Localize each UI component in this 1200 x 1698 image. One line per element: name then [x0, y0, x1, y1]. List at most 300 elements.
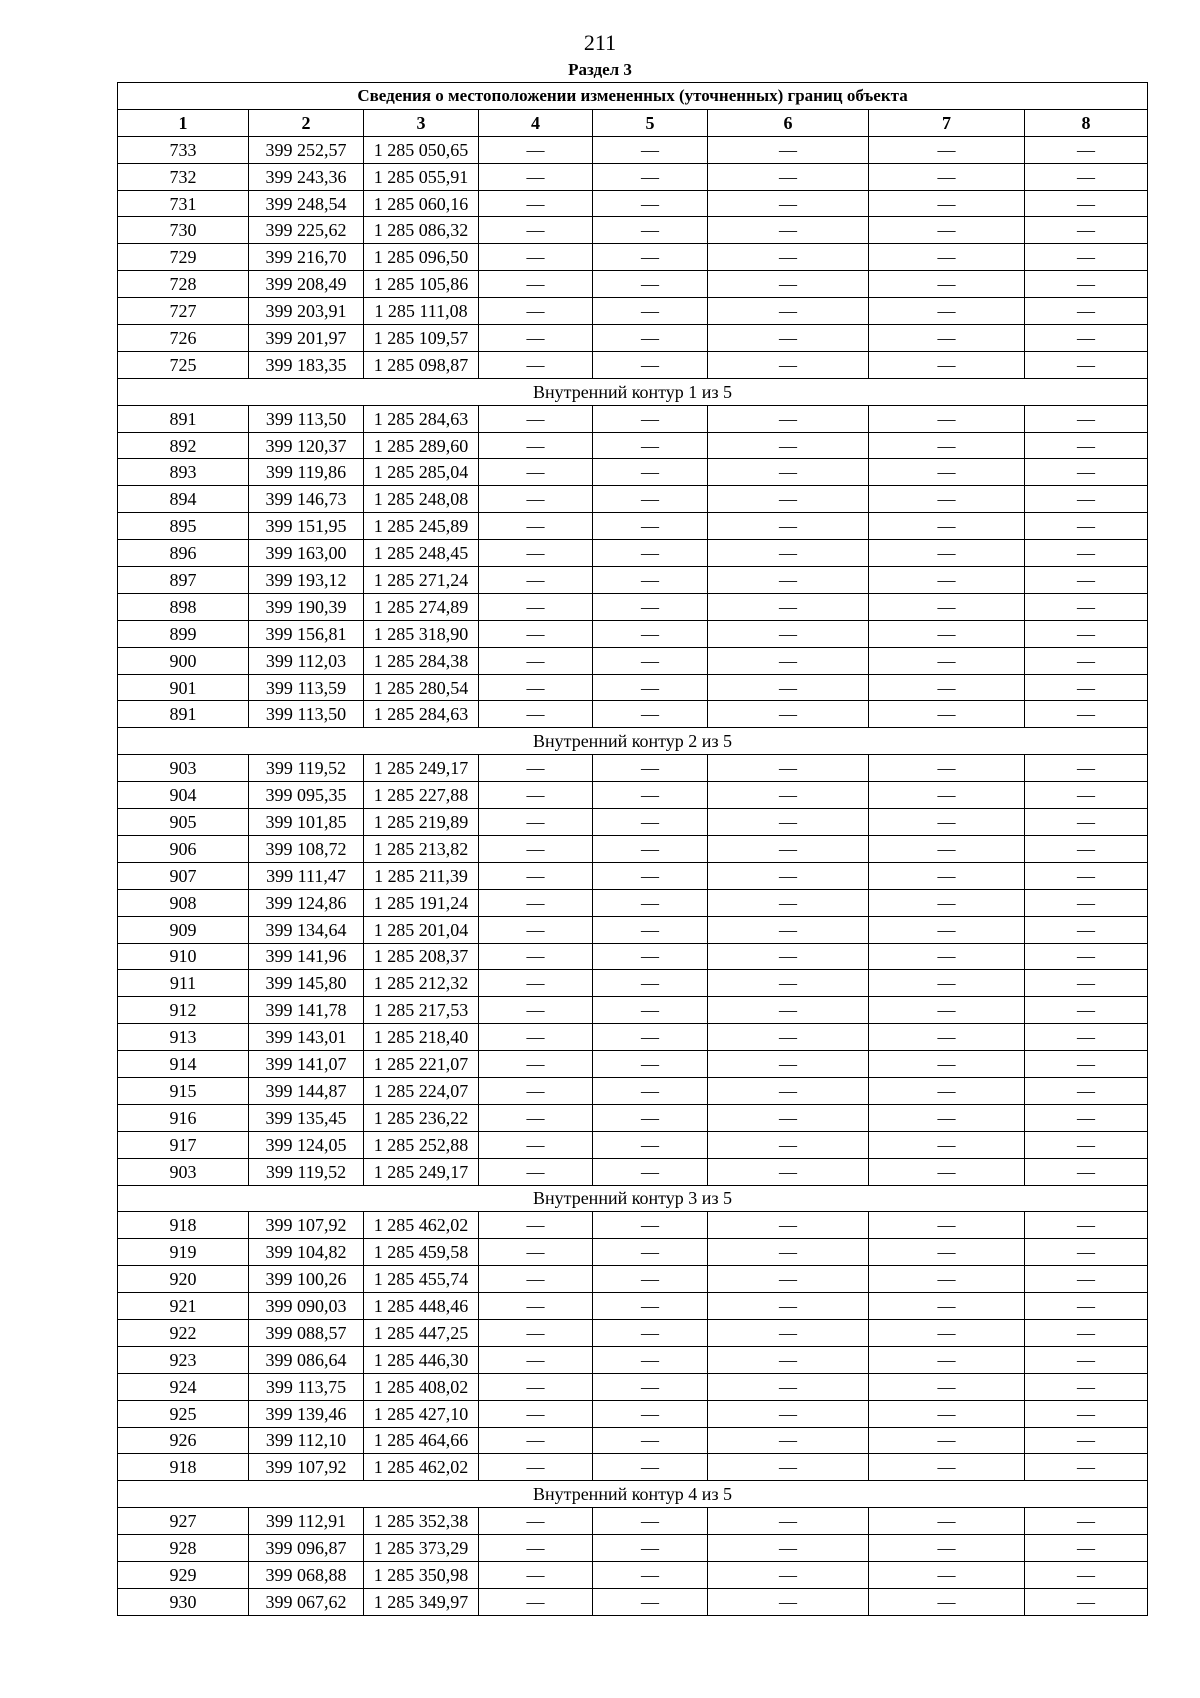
empty-value-cell: —: [869, 1239, 1025, 1266]
table-row: [118, 325, 1148, 352]
y-coordinate-cell: 1 285 249,17: [364, 755, 479, 782]
empty-value-cell: —: [593, 1024, 708, 1051]
point-number-cell: 906: [118, 835, 249, 862]
x-coordinate-cell: 399 193,12: [249, 567, 364, 594]
empty-value-cell: —: [593, 298, 708, 325]
y-coordinate-cell: 1 285 098,87: [364, 351, 479, 378]
y-coordinate-cell: 1 285 373,29: [364, 1535, 479, 1562]
x-coordinate-cell: 399 090,03: [249, 1293, 364, 1320]
x-coordinate-cell: 399 095,35: [249, 782, 364, 809]
empty-value-cell: —: [479, 540, 593, 567]
table-row: [118, 1508, 1148, 1535]
table-row: [118, 136, 1148, 163]
y-coordinate-cell: 1 285 219,89: [364, 809, 479, 836]
empty-value-cell: —: [869, 1588, 1025, 1615]
x-coordinate-cell: 399 190,39: [249, 593, 364, 620]
point-number-cell: 732: [118, 163, 249, 190]
empty-value-cell: —: [593, 513, 708, 540]
x-coordinate-cell: 399 112,91: [249, 1508, 364, 1535]
table-row: [118, 1077, 1148, 1104]
empty-value-cell: —: [869, 1535, 1025, 1562]
empty-value-cell: —: [1025, 1588, 1148, 1615]
table-caption: Сведения о местоположении измененных (уточненных) границ объекта: [118, 83, 1148, 110]
empty-value-cell: —: [708, 325, 869, 352]
table-row: [118, 916, 1148, 943]
table-row: [118, 486, 1148, 513]
y-coordinate-cell: 1 285 318,90: [364, 620, 479, 647]
x-coordinate-cell: 399 119,52: [249, 1158, 364, 1185]
column-header: 5: [593, 109, 708, 136]
empty-value-cell: —: [479, 163, 593, 190]
point-number-cell: 916: [118, 1104, 249, 1131]
empty-value-cell: —: [1025, 1561, 1148, 1588]
empty-value-cell: —: [708, 459, 869, 486]
empty-value-cell: —: [1025, 674, 1148, 701]
y-coordinate-cell: 1 285 249,17: [364, 1158, 479, 1185]
empty-value-cell: —: [1025, 1239, 1148, 1266]
empty-value-cell: —: [479, 217, 593, 244]
x-coordinate-cell: 399 139,46: [249, 1400, 364, 1427]
x-coordinate-cell: 399 201,97: [249, 325, 364, 352]
empty-value-cell: —: [708, 620, 869, 647]
table-row: [118, 432, 1148, 459]
empty-value-cell: —: [708, 1373, 869, 1400]
table-row: [118, 1266, 1148, 1293]
empty-value-cell: —: [869, 809, 1025, 836]
empty-value-cell: —: [479, 593, 593, 620]
table-row: [118, 647, 1148, 674]
empty-value-cell: —: [593, 244, 708, 271]
x-coordinate-cell: 399 119,86: [249, 459, 364, 486]
point-number-cell: 726: [118, 325, 249, 352]
empty-value-cell: —: [593, 540, 708, 567]
y-coordinate-cell: 1 285 213,82: [364, 835, 479, 862]
empty-value-cell: —: [1025, 1427, 1148, 1454]
empty-value-cell: —: [593, 1535, 708, 1562]
empty-value-cell: —: [1025, 1051, 1148, 1078]
empty-value-cell: —: [708, 889, 869, 916]
empty-value-cell: —: [593, 1454, 708, 1481]
empty-value-cell: —: [593, 1077, 708, 1104]
empty-value-cell: —: [869, 190, 1025, 217]
empty-value-cell: —: [869, 1346, 1025, 1373]
x-coordinate-cell: 399 124,05: [249, 1131, 364, 1158]
empty-value-cell: —: [708, 1266, 869, 1293]
empty-value-cell: —: [479, 1373, 593, 1400]
empty-value-cell: —: [593, 1588, 708, 1615]
y-coordinate-cell: 1 285 462,02: [364, 1212, 479, 1239]
empty-value-cell: —: [869, 136, 1025, 163]
empty-value-cell: —: [708, 809, 869, 836]
point-number-cell: 891: [118, 701, 249, 728]
empty-value-cell: —: [479, 1588, 593, 1615]
empty-value-cell: —: [1025, 1508, 1148, 1535]
x-coordinate-cell: 399 107,92: [249, 1454, 364, 1481]
empty-value-cell: —: [1025, 432, 1148, 459]
y-coordinate-cell: 1 285 201,04: [364, 916, 479, 943]
empty-value-cell: —: [1025, 755, 1148, 782]
empty-value-cell: —: [869, 540, 1025, 567]
empty-value-cell: —: [593, 997, 708, 1024]
table-row: [118, 1024, 1148, 1051]
column-header: 2: [249, 109, 364, 136]
empty-value-cell: —: [479, 647, 593, 674]
empty-value-cell: —: [708, 970, 869, 997]
table-row: [118, 190, 1148, 217]
empty-value-cell: —: [593, 486, 708, 513]
empty-value-cell: —: [1025, 244, 1148, 271]
empty-value-cell: —: [869, 351, 1025, 378]
empty-value-cell: —: [479, 1293, 593, 1320]
empty-value-cell: —: [1025, 862, 1148, 889]
empty-value-cell: —: [1025, 835, 1148, 862]
empty-value-cell: —: [869, 298, 1025, 325]
empty-value-cell: —: [869, 1024, 1025, 1051]
empty-value-cell: —: [1025, 1266, 1148, 1293]
empty-value-cell: —: [593, 593, 708, 620]
table-row: [118, 701, 1148, 728]
empty-value-cell: —: [1025, 943, 1148, 970]
empty-value-cell: —: [869, 1104, 1025, 1131]
x-coordinate-cell: 399 104,82: [249, 1239, 364, 1266]
empty-value-cell: —: [593, 190, 708, 217]
empty-value-cell: —: [708, 1077, 869, 1104]
x-coordinate-cell: 399 111,47: [249, 862, 364, 889]
point-number-cell: 918: [118, 1212, 249, 1239]
y-coordinate-cell: 1 285 464,66: [364, 1427, 479, 1454]
empty-value-cell: —: [593, 835, 708, 862]
empty-value-cell: —: [1025, 701, 1148, 728]
point-number-cell: 922: [118, 1319, 249, 1346]
point-number-cell: 926: [118, 1427, 249, 1454]
empty-value-cell: —: [869, 405, 1025, 432]
empty-value-cell: —: [708, 674, 869, 701]
empty-value-cell: —: [479, 1319, 593, 1346]
y-coordinate-cell: 1 285 217,53: [364, 997, 479, 1024]
y-coordinate-cell: 1 285 284,63: [364, 701, 479, 728]
empty-value-cell: —: [479, 755, 593, 782]
empty-value-cell: —: [1025, 163, 1148, 190]
empty-value-cell: —: [708, 136, 869, 163]
empty-value-cell: —: [479, 190, 593, 217]
point-number-cell: 893: [118, 459, 249, 486]
y-coordinate-cell: 1 285 055,91: [364, 163, 479, 190]
empty-value-cell: —: [708, 217, 869, 244]
empty-value-cell: —: [869, 486, 1025, 513]
empty-value-cell: —: [479, 459, 593, 486]
empty-value-cell: —: [1025, 647, 1148, 674]
x-coordinate-cell: 399 208,49: [249, 271, 364, 298]
empty-value-cell: —: [479, 486, 593, 513]
table-row: [118, 540, 1148, 567]
empty-value-cell: —: [479, 1508, 593, 1535]
table-row: [118, 809, 1148, 836]
table-row: [118, 1373, 1148, 1400]
table-row: [118, 943, 1148, 970]
empty-value-cell: —: [593, 620, 708, 647]
empty-value-cell: —: [1025, 540, 1148, 567]
point-number-cell: 929: [118, 1561, 249, 1588]
empty-value-cell: —: [1025, 351, 1148, 378]
empty-value-cell: —: [1025, 593, 1148, 620]
empty-value-cell: —: [479, 1346, 593, 1373]
table-row: [118, 1131, 1148, 1158]
empty-value-cell: —: [869, 1454, 1025, 1481]
table-row: [118, 1400, 1148, 1427]
x-coordinate-cell: 399 243,36: [249, 163, 364, 190]
y-coordinate-cell: 1 285 462,02: [364, 1454, 479, 1481]
contour-section-label: Внутренний контур 2 из 5: [118, 728, 1148, 755]
empty-value-cell: —: [1025, 136, 1148, 163]
empty-value-cell: —: [869, 163, 1025, 190]
x-coordinate-cell: 399 141,07: [249, 1051, 364, 1078]
empty-value-cell: —: [479, 513, 593, 540]
y-coordinate-cell: 1 285 227,88: [364, 782, 479, 809]
table-row: [118, 405, 1148, 432]
empty-value-cell: —: [593, 136, 708, 163]
point-number-cell: 905: [118, 809, 249, 836]
empty-value-cell: —: [479, 567, 593, 594]
y-coordinate-cell: 1 285 224,07: [364, 1077, 479, 1104]
y-coordinate-cell: 1 285 096,50: [364, 244, 479, 271]
empty-value-cell: —: [479, 1535, 593, 1562]
table-row: [118, 1239, 1148, 1266]
empty-value-cell: —: [593, 405, 708, 432]
empty-value-cell: —: [708, 755, 869, 782]
y-coordinate-cell: 1 285 218,40: [364, 1024, 479, 1051]
empty-value-cell: —: [593, 889, 708, 916]
x-coordinate-cell: 399 145,80: [249, 970, 364, 997]
empty-value-cell: —: [593, 916, 708, 943]
empty-value-cell: —: [869, 1508, 1025, 1535]
table-row: [118, 755, 1148, 782]
y-coordinate-cell: 1 285 248,45: [364, 540, 479, 567]
empty-value-cell: —: [869, 1400, 1025, 1427]
empty-value-cell: —: [869, 782, 1025, 809]
x-coordinate-cell: 399 146,73: [249, 486, 364, 513]
empty-value-cell: —: [869, 755, 1025, 782]
empty-value-cell: —: [1025, 513, 1148, 540]
y-coordinate-cell: 1 285 289,60: [364, 432, 479, 459]
empty-value-cell: —: [593, 1051, 708, 1078]
empty-value-cell: —: [593, 701, 708, 728]
x-coordinate-cell: 399 151,95: [249, 513, 364, 540]
empty-value-cell: —: [479, 809, 593, 836]
y-coordinate-cell: 1 285 274,89: [364, 593, 479, 620]
table-row: [118, 298, 1148, 325]
column-header: 8: [1025, 109, 1148, 136]
x-coordinate-cell: 399 119,52: [249, 755, 364, 782]
point-number-cell: 900: [118, 647, 249, 674]
point-number-cell: 921: [118, 1293, 249, 1320]
point-number-cell: 915: [118, 1077, 249, 1104]
column-header: 6: [708, 109, 869, 136]
empty-value-cell: —: [708, 1535, 869, 1562]
empty-value-cell: —: [1025, 782, 1148, 809]
empty-value-cell: —: [708, 1319, 869, 1346]
empty-value-cell: —: [708, 1158, 869, 1185]
empty-value-cell: —: [708, 835, 869, 862]
empty-value-cell: —: [708, 1024, 869, 1051]
empty-value-cell: —: [869, 862, 1025, 889]
empty-value-cell: —: [479, 1024, 593, 1051]
empty-value-cell: —: [593, 1346, 708, 1373]
point-number-cell: 901: [118, 674, 249, 701]
empty-value-cell: —: [479, 244, 593, 271]
empty-value-cell: —: [1025, 298, 1148, 325]
empty-value-cell: —: [479, 136, 593, 163]
empty-value-cell: —: [708, 244, 869, 271]
y-coordinate-cell: 1 285 109,57: [364, 325, 479, 352]
x-coordinate-cell: 399 141,78: [249, 997, 364, 1024]
y-coordinate-cell: 1 285 248,08: [364, 486, 479, 513]
point-number-cell: 930: [118, 1588, 249, 1615]
empty-value-cell: —: [593, 1400, 708, 1427]
empty-value-cell: —: [1025, 916, 1148, 943]
empty-value-cell: —: [869, 1319, 1025, 1346]
empty-value-cell: —: [479, 970, 593, 997]
column-header: 7: [869, 109, 1025, 136]
empty-value-cell: —: [869, 459, 1025, 486]
empty-value-cell: —: [708, 916, 869, 943]
table-caption-row: [118, 83, 1148, 110]
column-header: 1: [118, 109, 249, 136]
empty-value-cell: —: [593, 1293, 708, 1320]
y-coordinate-cell: 1 285 349,97: [364, 1588, 479, 1615]
empty-value-cell: —: [593, 1561, 708, 1588]
empty-value-cell: —: [479, 405, 593, 432]
empty-value-cell: —: [479, 1158, 593, 1185]
x-coordinate-cell: 399 107,92: [249, 1212, 364, 1239]
table-row: [118, 1346, 1148, 1373]
empty-value-cell: —: [869, 889, 1025, 916]
contour-section-row: [118, 1185, 1148, 1212]
point-number-cell: 920: [118, 1266, 249, 1293]
table-row: [118, 217, 1148, 244]
empty-value-cell: —: [869, 970, 1025, 997]
empty-value-cell: —: [593, 755, 708, 782]
table-row: [118, 1535, 1148, 1562]
empty-value-cell: —: [708, 1293, 869, 1320]
table-row: [118, 835, 1148, 862]
empty-value-cell: —: [869, 835, 1025, 862]
empty-value-cell: —: [708, 405, 869, 432]
empty-value-cell: —: [1025, 889, 1148, 916]
empty-value-cell: —: [869, 647, 1025, 674]
contour-section-row: [118, 1481, 1148, 1508]
column-number-row: [118, 109, 1148, 136]
empty-value-cell: —: [869, 674, 1025, 701]
y-coordinate-cell: 1 285 221,07: [364, 1051, 479, 1078]
point-number-cell: 898: [118, 593, 249, 620]
empty-value-cell: —: [869, 1158, 1025, 1185]
x-coordinate-cell: 399 112,03: [249, 647, 364, 674]
empty-value-cell: —: [593, 325, 708, 352]
x-coordinate-cell: 399 068,88: [249, 1561, 364, 1588]
empty-value-cell: —: [1025, 970, 1148, 997]
empty-value-cell: —: [479, 835, 593, 862]
empty-value-cell: —: [479, 1266, 593, 1293]
empty-value-cell: —: [869, 1077, 1025, 1104]
y-coordinate-cell: 1 285 111,08: [364, 298, 479, 325]
point-number-cell: 731: [118, 190, 249, 217]
empty-value-cell: —: [479, 351, 593, 378]
empty-value-cell: —: [593, 1508, 708, 1535]
empty-value-cell: —: [479, 1212, 593, 1239]
page-number: 211: [583, 30, 617, 55]
empty-value-cell: —: [1025, 1293, 1148, 1320]
empty-value-cell: —: [869, 1266, 1025, 1293]
empty-value-cell: —: [869, 271, 1025, 298]
y-coordinate-cell: 1 285 446,30: [364, 1346, 479, 1373]
empty-value-cell: —: [1025, 459, 1148, 486]
empty-value-cell: —: [593, 1104, 708, 1131]
empty-value-cell: —: [869, 244, 1025, 271]
table-row: [118, 970, 1148, 997]
empty-value-cell: —: [869, 916, 1025, 943]
table-row: [118, 862, 1148, 889]
table-row: [118, 1319, 1148, 1346]
empty-value-cell: —: [869, 620, 1025, 647]
empty-value-cell: —: [593, 567, 708, 594]
empty-value-cell: —: [593, 271, 708, 298]
empty-value-cell: —: [708, 701, 869, 728]
point-number-cell: 909: [118, 916, 249, 943]
empty-value-cell: —: [479, 1400, 593, 1427]
x-coordinate-cell: 399 120,37: [249, 432, 364, 459]
empty-value-cell: —: [708, 862, 869, 889]
empty-value-cell: —: [708, 271, 869, 298]
empty-value-cell: —: [708, 1131, 869, 1158]
point-number-cell: 913: [118, 1024, 249, 1051]
empty-value-cell: —: [479, 271, 593, 298]
x-coordinate-cell: 399 124,86: [249, 889, 364, 916]
y-coordinate-cell: 1 285 448,46: [364, 1293, 479, 1320]
empty-value-cell: —: [593, 351, 708, 378]
table-row: [118, 1588, 1148, 1615]
x-coordinate-cell: 399 096,87: [249, 1535, 364, 1562]
table-row: [118, 567, 1148, 594]
point-number-cell: 911: [118, 970, 249, 997]
empty-value-cell: —: [1025, 997, 1148, 1024]
empty-value-cell: —: [479, 1454, 593, 1481]
point-number-cell: 728: [118, 271, 249, 298]
empty-value-cell: —: [708, 1346, 869, 1373]
empty-value-cell: —: [1025, 405, 1148, 432]
y-coordinate-cell: 1 285 352,38: [364, 1508, 479, 1535]
table-row: [118, 782, 1148, 809]
x-coordinate-cell: 399 203,91: [249, 298, 364, 325]
point-number-cell: 923: [118, 1346, 249, 1373]
empty-value-cell: —: [1025, 1024, 1148, 1051]
table-row: [118, 1427, 1148, 1454]
y-coordinate-cell: 1 285 191,24: [364, 889, 479, 916]
contour-section-row: [118, 728, 1148, 755]
empty-value-cell: —: [593, 432, 708, 459]
empty-value-cell: —: [593, 1239, 708, 1266]
empty-value-cell: —: [479, 1239, 593, 1266]
empty-value-cell: —: [479, 782, 593, 809]
empty-value-cell: —: [479, 620, 593, 647]
y-coordinate-cell: 1 285 211,39: [364, 862, 479, 889]
empty-value-cell: —: [869, 217, 1025, 244]
table-row: [118, 1158, 1148, 1185]
x-coordinate-cell: 399 088,57: [249, 1319, 364, 1346]
table-row: [118, 513, 1148, 540]
empty-value-cell: —: [708, 782, 869, 809]
x-coordinate-cell: 399 113,50: [249, 405, 364, 432]
y-coordinate-cell: 1 285 208,37: [364, 943, 479, 970]
